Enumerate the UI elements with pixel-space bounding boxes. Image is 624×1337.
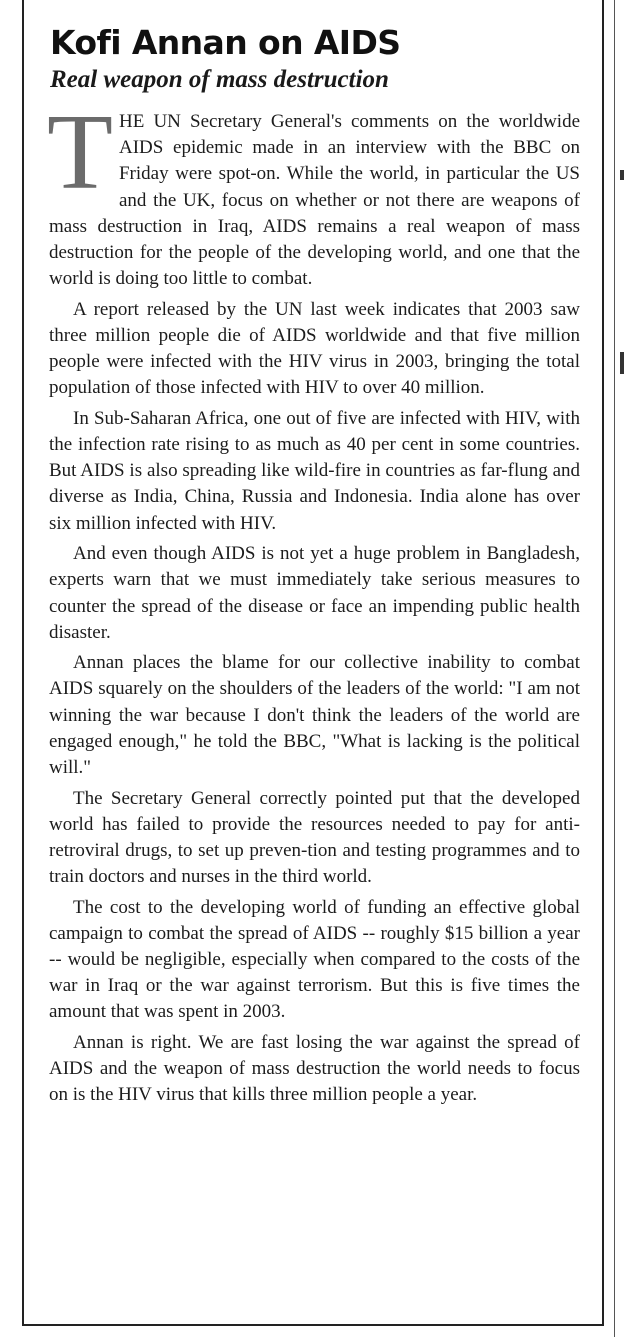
paragraph-5: Annan places the blame for our collective inability to combat AIDS squarely on the shoulders of the leaders of the world: "I am not winning the war because I don't think the leaders of the world are engaged enough," he told the BBC, "What is lacking is the political will." (49, 652, 580, 779)
headline: Kofi Annan on AIDS (50, 23, 401, 62)
lead-paragraph-text: HE UN Secretary General's comments on the worldwide AIDS epidemic made in an interview with the BBC on Friday were spot-on. While the world, in particular the US and the UK, focus on whether or not there are weapons of mass destruction in Iraq, AIDS remains a real weapon of mass destruction for the people of the developing world, and one that the world is doing too little to combat. (49, 111, 580, 290)
paragraph-3: In Sub-Saharan Africa, one out of five are infected with HIV, with the infection rate rising to as much as 40 per cent in some countries. But AIDS is also spreading like wild-fire in countries as far-flung and diverse as India, China, Russia and Indonesia. India alone has over six million infected with HIV. (49, 407, 580, 534)
article-body (47, 93, 580, 1113)
column-rule (614, 0, 615, 1337)
drop-cap: T (47, 93, 113, 212)
paragraph-2: A report released by the UN last week indicates that 2003 saw three million people die of AIDS worldwide and that five million people were infected with the HIV virus in 2003, bringing the total population of those infected with HIV to over 40 million. (49, 298, 580, 399)
paragraph-6: The Secretary General correctly pointed put that the developed world has failed to provide the resources needed to pay for anti-retroviral drugs, to set up preven-tion and testing programmes and to train doctors and nurses in the third world. (49, 787, 580, 888)
paragraph-4: And even though AIDS is not yet a huge problem in Bangladesh, experts warn that we must immediately take serious measures to counter the spread of the disease or face an impending public health disaster. (49, 543, 580, 643)
lead-paragraph (47, 93, 580, 292)
subhead: Real weapon of mass destruction (50, 66, 389, 93)
paragraph-7: The cost to the developing world of funding an effective global campaign to combat the spread of AIDS -- roughly $15 billion a year -- would be negligible, especially when compared to the costs of the war in Iraq or the war against terrorism. But this is five times the amount that was spent in 2003. (49, 896, 580, 1023)
edge-mark-middle (620, 352, 624, 374)
edge-mark-top (620, 170, 624, 180)
paragraph-8: Annan is right. We are fast losing the war against the spread of AIDS and the weapon of mass destruction the world needs to focus on is the HIV virus that kills three million people a year. (49, 1031, 580, 1106)
